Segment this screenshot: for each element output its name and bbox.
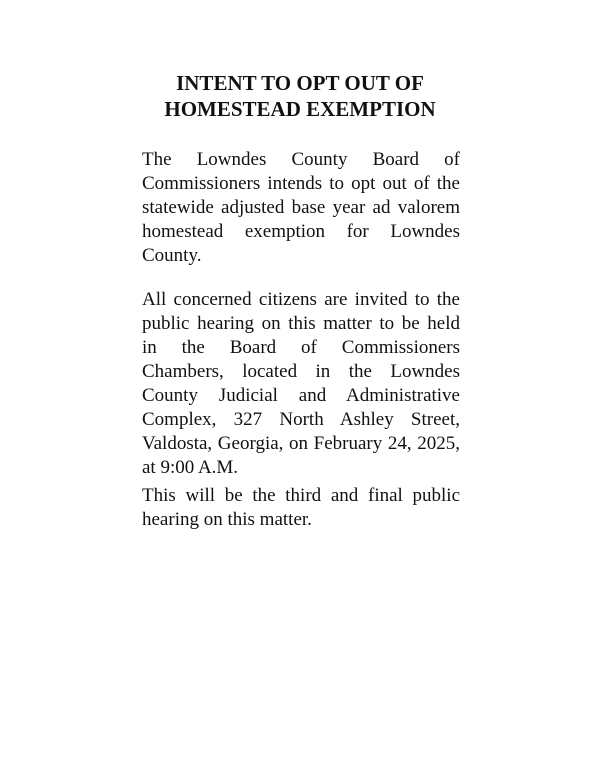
text-line: County. <box>142 245 202 266</box>
text-line: This will be the third and final public <box>142 485 460 506</box>
text-line: Complex, 327 North Ashley Street, <box>142 409 460 430</box>
title-line: HOMESTEAD EXEMPTION <box>164 97 436 121</box>
text-line: County Judicial and Administrative <box>142 385 460 406</box>
text-line: public hearing on this matter to be held <box>142 313 460 334</box>
paragraph-public-hearing <box>142 288 460 480</box>
text-line: Commissioners intends to opt out of the <box>142 173 460 194</box>
text-line: All concerned citizens are invited to the <box>142 289 460 310</box>
text-line: Chambers, located in the Lowndes <box>142 361 460 382</box>
paragraph-final-hearing <box>142 484 460 532</box>
text-line: homestead exemption for Lowndes <box>142 221 460 242</box>
paragraph-opt-out-intent <box>142 148 460 268</box>
text-line: Valdosta, Georgia, on February 24, 2025, <box>142 433 460 454</box>
text-line: The Lowndes County Board of <box>142 149 460 170</box>
text-line: at 9:00 A.M. <box>142 457 239 478</box>
title-line: INTENT TO OPT OUT OF <box>176 71 424 95</box>
notice-title <box>0 70 600 122</box>
text-line: in the Board of Commissioners <box>142 337 460 358</box>
text-line: statewide adjusted base year ad valorem <box>142 197 460 218</box>
text-line: hearing on this matter. <box>142 509 312 530</box>
